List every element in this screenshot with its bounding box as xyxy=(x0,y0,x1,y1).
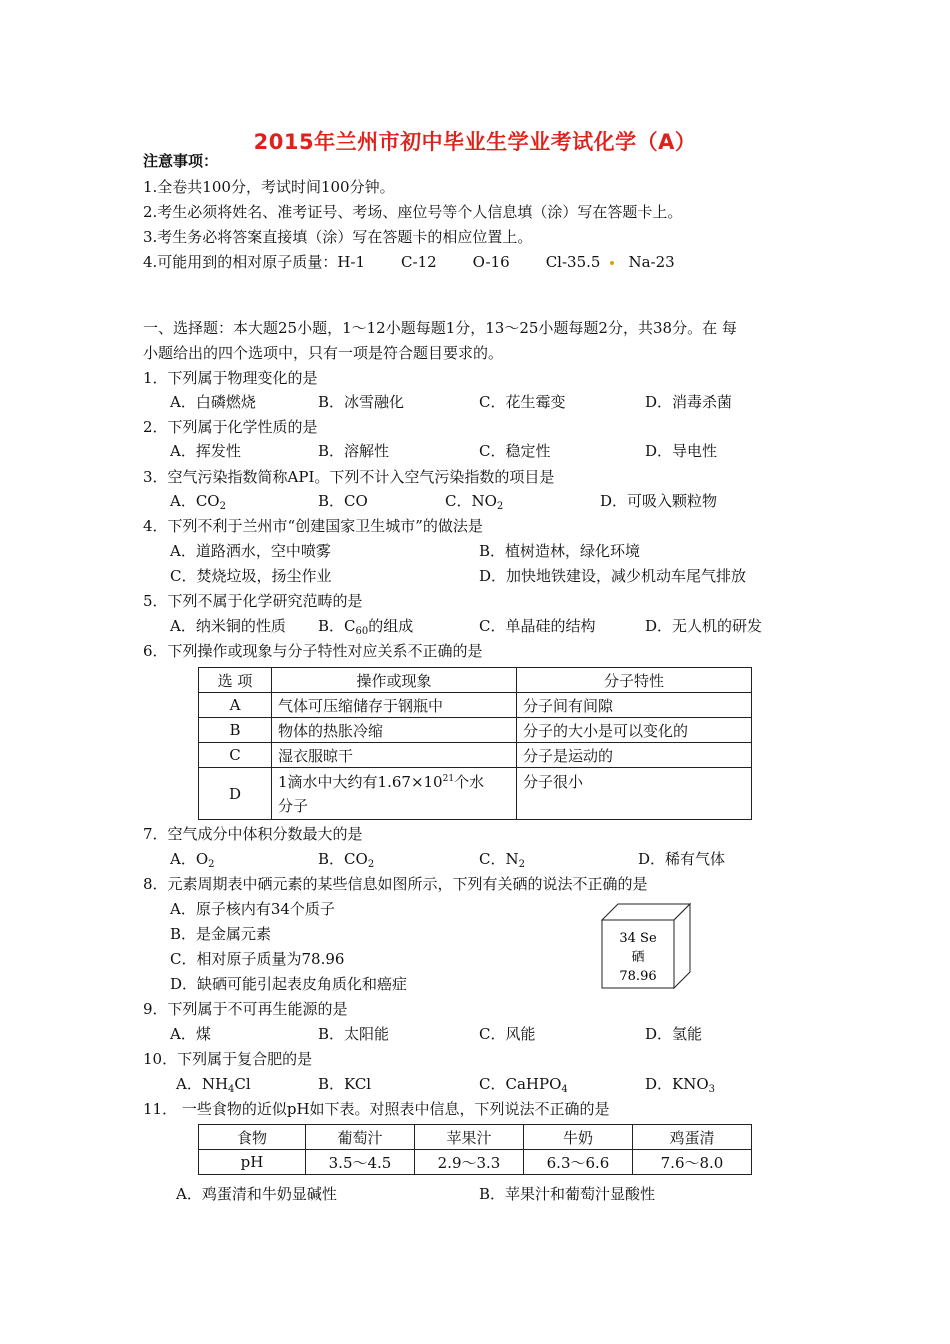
q8-option-a: A．原子核内有34个质子 xyxy=(170,900,335,918)
table-header-cell: 食物 xyxy=(199,1125,306,1150)
table-header-cell: 葡萄汁 xyxy=(306,1125,415,1150)
q5-option-a: A．纳米铜的性质 xyxy=(170,617,286,635)
q7-stem: 7．空气成分中体积分数最大的是 xyxy=(143,825,363,843)
q6-stem: 6．下列操作或现象与分子特性对应关系不正确的是 xyxy=(143,642,483,660)
mass-na: Na-23 xyxy=(628,253,675,271)
table-header-cell: 操作或现象 xyxy=(272,668,517,693)
bullet-dot-icon xyxy=(610,261,614,265)
q11-ph-table xyxy=(198,1124,752,1175)
table-header-cell: 选 项 xyxy=(199,668,272,693)
q10-option-c: C．CaHPO$_4$ xyxy=(479,1075,568,1095)
q7-option-c: C．$N_2$ xyxy=(479,850,525,870)
table-header-row xyxy=(199,668,752,693)
q2-stem: 2．下列属于化学性质的是 xyxy=(143,418,318,436)
q3-option-a: A．$CO_2$ xyxy=(170,492,226,512)
q10-option-b: B．KCl xyxy=(318,1075,372,1093)
q4-stem: 4．下列不利于兰州市“创建国家卫生城市”的做法是 xyxy=(143,517,483,535)
q8-stem: 8．元素周期表中硒元素的某些信息如图所示，下列有关硒的说法不正确的是 xyxy=(143,875,648,893)
q7-option-a: A．$O_2$ xyxy=(170,850,215,870)
table-row xyxy=(199,743,752,768)
section1-intro-line1: 一、选择题：本大题25小题，1～12小题每题1分，13～25小题每题2分，共38分。在 每 xyxy=(143,319,737,337)
q9-option-c: C．风能 xyxy=(479,1025,536,1043)
table-cell: C xyxy=(199,743,272,768)
section1-intro-line2: 小题给出的四个选项中，只有一项是符合题目要求的。 xyxy=(143,344,504,362)
q9-stem: 9．下列属于不可再生能源的是 xyxy=(143,1000,348,1018)
notice-item-3: 3.考生务必将答案直接填（涂）写在答题卡的相应位置上。 xyxy=(143,228,533,246)
q11-stem: 11． 一些食物的近似pH如下表。对照表中信息，下列说法不正确的是 xyxy=(143,1100,610,1118)
q2-option-a: A．挥发性 xyxy=(170,442,241,460)
table-cell: 6.3～6.6 xyxy=(524,1150,633,1175)
q8-option-d: D．缺硒可能引起表皮角质化和癌症 xyxy=(170,975,408,993)
q3-option-d: D．可吸入颗粒物 xyxy=(600,492,718,510)
q5-option-c: C．单晶硅的结构 xyxy=(479,617,596,635)
table-cell: 物体的热胀冷缩 xyxy=(272,718,517,743)
table-cell: D xyxy=(199,768,272,820)
q2-option-c: C．稳定性 xyxy=(479,442,551,460)
q8-option-c: C．相对原子质量为78.96 xyxy=(170,950,345,968)
table-row xyxy=(199,718,752,743)
table-header-cell: 苹果汁 xyxy=(415,1125,524,1150)
table-row xyxy=(199,1150,752,1175)
mass-h: H-1 xyxy=(337,253,366,271)
q6-table xyxy=(198,667,752,820)
q2-option-b: B．溶解性 xyxy=(318,442,390,460)
table-cell: 气体可压缩储存于钢瓶中 xyxy=(272,693,517,718)
table-cell: pH xyxy=(199,1150,306,1175)
q11-option-b: B．苹果汁和葡萄汁显酸性 xyxy=(479,1185,656,1203)
se-box-line3: 78.96 xyxy=(619,969,657,984)
table-cell: 分子间有间隙 xyxy=(517,693,752,718)
q3-option-b: B．CO xyxy=(318,492,368,510)
q10-stem: 10．下列属于复合肥的是 xyxy=(143,1050,313,1068)
table-cell: 湿衣服晾干 xyxy=(272,743,517,768)
table-header-row xyxy=(199,1125,752,1150)
q4-option-b: B．植树造林，绿化环境 xyxy=(479,542,641,560)
table-cell: 7.6～8.0 xyxy=(633,1150,752,1175)
se-box-line2: 硒 xyxy=(631,950,645,965)
q3-option-c: C．$NO_2$ xyxy=(445,492,504,512)
q8-option-b: B．是金属元素 xyxy=(170,925,272,943)
q7-option-d: D．稀有气体 xyxy=(638,850,726,868)
notice-item-4-prefix: 4.可能用到的相对原子质量： xyxy=(143,253,338,271)
mass-cl: Cl-35.5 xyxy=(545,253,601,271)
q2-option-d: D．导电性 xyxy=(645,442,718,460)
q1-stem: 1．下列属于物理变化的是 xyxy=(143,369,318,387)
table-cell: 2.9～3.3 xyxy=(415,1150,524,1175)
q10-option-a: A．$NH_4Cl$ xyxy=(176,1075,251,1095)
mass-o: O-16 xyxy=(472,253,510,271)
table-header-cell: 鸡蛋清 xyxy=(633,1125,752,1150)
table-row xyxy=(199,768,752,820)
q11-option-a: A．鸡蛋清和牛奶显碱性 xyxy=(176,1185,337,1203)
table-cell: 分子是运动的 xyxy=(517,743,752,768)
table-header-cell: 分子特性 xyxy=(517,668,752,693)
notice-heading: 注意事项： xyxy=(143,152,219,170)
q7-option-b: B．$CO_2$ xyxy=(318,850,375,870)
table-cell: 分子的大小是可以变化的 xyxy=(517,718,752,743)
q9-option-b: B．太阳能 xyxy=(318,1025,390,1043)
q1-option-b: B．冰雪融化 xyxy=(318,393,405,411)
page-title: 2015年兰州市初中毕业生学业考试化学（A） xyxy=(253,130,697,154)
q4-option-d: D．加快地铁建设，减少机动车尾气排放 xyxy=(479,567,747,585)
q4-option-c: C．焚烧垃圾，扬尘作业 xyxy=(170,567,332,585)
q5-stem: 5．下列不属于化学研究范畴的是 xyxy=(143,592,363,610)
mass-c: C-12 xyxy=(401,253,437,271)
q9-option-a: A．煤 xyxy=(170,1025,211,1043)
q3-stem: 3．空气污染指数简称API。下列不计入空气污染指数的项目是 xyxy=(143,468,555,486)
table-cell: B xyxy=(199,718,272,743)
q5-option-b: B．$C_{60}$的组成 xyxy=(318,617,414,637)
table-row xyxy=(199,693,752,718)
se-box-line1: 34 Se xyxy=(619,931,657,946)
table-cell: 1滴水中大约有$1.67\times 10^{21}$个水 分子 xyxy=(272,768,517,820)
q1-option-a: A．白磷燃烧 xyxy=(170,393,256,411)
table-header-cell: 牛奶 xyxy=(524,1125,633,1150)
selenium-element-box xyxy=(598,900,694,992)
q1-option-c: C．花生霉变 xyxy=(479,393,566,411)
q5-option-d: D．无人机的研发 xyxy=(645,617,763,635)
q10-option-d: D．$KNO_3$ xyxy=(645,1075,716,1095)
table-cell: 3.5～4.5 xyxy=(306,1150,415,1175)
table-cell: A xyxy=(199,693,272,718)
q4-option-a: A．道路洒水，空中喷雾 xyxy=(170,542,331,560)
q1-option-d: D．消毒杀菌 xyxy=(645,393,733,411)
q9-option-d: D．氢能 xyxy=(645,1025,703,1043)
notice-item-1: 1.全卷共100分，考试时间100分钟。 xyxy=(143,178,395,196)
table-cell: 分子很小 xyxy=(517,768,752,820)
notice-item-4 xyxy=(143,252,675,272)
notice-item-2: 2.考生必须将姓名、准考证号、考场、座位号等个人信息填（涂）写在答题卡上。 xyxy=(143,203,683,221)
